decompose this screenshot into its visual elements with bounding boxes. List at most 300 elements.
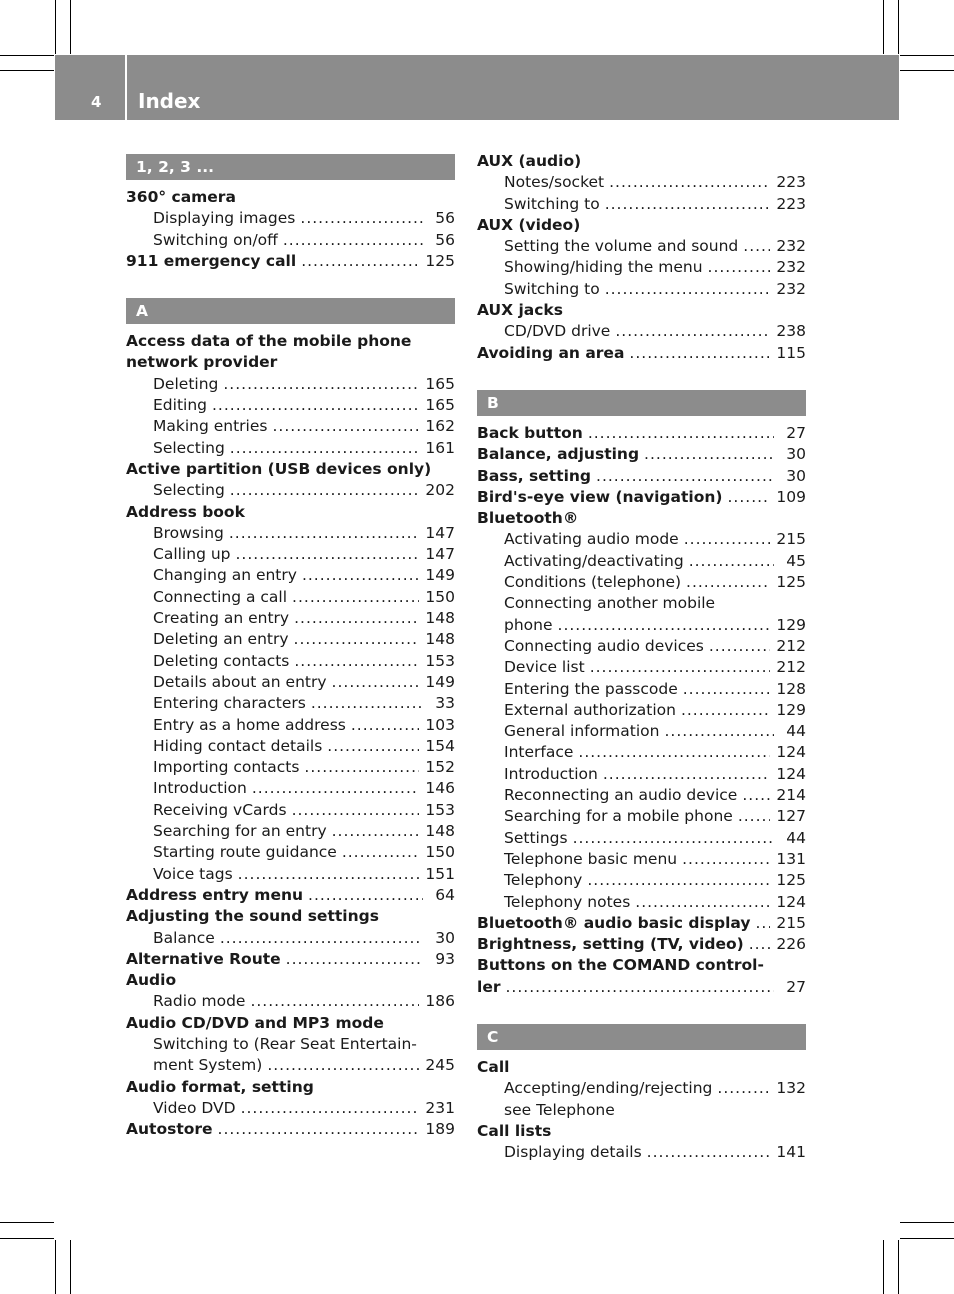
page-reference: 146 (425, 779, 455, 798)
leader-dots (294, 608, 419, 629)
page-reference: 215 (776, 913, 806, 932)
leader-dots (644, 444, 774, 465)
index-subentry (477, 194, 806, 215)
page-reference: 189 (425, 1120, 455, 1139)
entry-text: Connecting a call (153, 587, 288, 606)
index-subentry (477, 529, 806, 550)
leader-dots (300, 208, 423, 229)
crop-mark (898, 0, 899, 54)
entry-text: Deleting (153, 374, 219, 393)
entry-text: Alternative Route (126, 949, 281, 968)
entry-text: Call (477, 1057, 510, 1076)
entry-text: ment System) (153, 1056, 263, 1075)
index-entry (477, 913, 806, 934)
leader-dots (727, 487, 770, 508)
entry-text: Telephone basic menu (504, 849, 678, 868)
entry-text: Brightness, setting (TV, video) (477, 935, 744, 954)
index-entry (477, 977, 806, 998)
index-subentry (477, 321, 806, 342)
entry-text: Connecting another mobile (504, 594, 716, 613)
leader-dots (223, 374, 419, 395)
crop-mark (0, 70, 54, 71)
leader-dots (573, 828, 774, 849)
index-entry (126, 1013, 455, 1034)
entry-text: Audio format, setting (126, 1077, 314, 1096)
page-reference: 165 (425, 374, 455, 393)
crop-mark (900, 70, 954, 71)
entry-text: Calling up (153, 545, 231, 564)
section-header: A (126, 298, 455, 324)
index-entry (477, 934, 806, 955)
leader-dots (596, 466, 774, 487)
page-reference: 93 (435, 949, 455, 968)
index-subentry (477, 593, 806, 614)
index-subentry (477, 806, 806, 827)
index-subentry (126, 395, 455, 416)
leader-dots (708, 257, 771, 278)
entry-text: Displaying details (504, 1143, 642, 1162)
leader-dots (292, 800, 420, 821)
page-reference: 125 (776, 573, 806, 592)
entry-text: Switching on/off (153, 230, 278, 249)
leader-dots (742, 785, 770, 806)
index-subentry (477, 657, 806, 678)
leader-dots (755, 913, 770, 934)
index-subentry (477, 551, 806, 572)
entry-text: Importing contacts (153, 758, 300, 777)
entry-text: Call lists (477, 1121, 552, 1140)
index-entry (477, 508, 806, 529)
entry-text: Active partition (USB devices only) (126, 459, 432, 478)
entry-text: AUX (video) (477, 215, 581, 234)
page-reference: 223 (776, 194, 806, 213)
entry-text: Selecting (153, 438, 225, 457)
index-subentry (477, 700, 806, 721)
entry-text: Bluetooth® audio basic display (477, 913, 751, 932)
index-entry (126, 1119, 455, 1140)
index-entry (477, 955, 806, 976)
page-reference: 132 (776, 1079, 806, 1098)
entry-text: Adjusting the sound settings (126, 907, 379, 926)
index-subentry (126, 374, 455, 395)
index-entry (126, 352, 455, 373)
entry-text: Telephony (504, 871, 583, 890)
leader-dots (635, 892, 770, 913)
entry-text: Switching to (504, 194, 600, 213)
crop-mark (0, 1222, 54, 1223)
leader-dots (609, 172, 770, 193)
entry-text: Showing/hiding the menu (504, 258, 703, 277)
index-subentry (126, 230, 455, 251)
leader-dots (578, 742, 770, 763)
index-subentry (126, 208, 455, 229)
section-header: B (477, 390, 806, 416)
leader-dots (605, 194, 771, 215)
index-subentry (477, 172, 806, 193)
crop-mark (0, 55, 54, 56)
leader-dots (304, 757, 419, 778)
index-subentry (477, 742, 806, 763)
page-reference: 226 (776, 935, 806, 954)
index-subentry (477, 892, 806, 913)
page-reference: 150 (425, 843, 455, 862)
index-subentry (126, 1034, 455, 1055)
index-subentry (126, 544, 455, 565)
page-reference: 27 (786, 423, 806, 442)
entry-text: Receiving vCards (153, 800, 287, 819)
entry-text: 911 emergency call (126, 251, 297, 270)
section-spacer (477, 998, 806, 1024)
entry-text: Address entry menu (126, 885, 304, 904)
page-reference: 153 (425, 800, 455, 819)
page-reference: 149 (425, 566, 455, 585)
page-reference: 33 (435, 694, 455, 713)
page-reference: 231 (425, 1098, 455, 1117)
leader-dots (332, 672, 420, 693)
page-reference: 214 (776, 786, 806, 805)
index-entry (477, 1121, 806, 1142)
index-subentry (126, 651, 455, 672)
entry-text: Displaying images (153, 209, 296, 228)
index-subentry (477, 236, 806, 257)
entry-text: Introduction (153, 779, 247, 798)
entry-text: Details about an entry (153, 672, 327, 691)
entry-text: AUX jacks (477, 301, 563, 320)
entry-text: Entering characters (153, 694, 306, 713)
entry-text: Entry as a home address (153, 715, 346, 734)
leader-dots (615, 321, 770, 342)
page-reference: 56 (435, 230, 455, 249)
entry-text: Entering the passcode (504, 679, 678, 698)
page-reference: 129 (776, 615, 806, 634)
page-reference: 30 (786, 466, 806, 485)
index-entry (477, 151, 806, 172)
leader-dots (684, 529, 771, 550)
entry-text: Activating audio mode (504, 530, 679, 549)
index-subentry (477, 615, 806, 636)
page-reference: 149 (425, 672, 455, 691)
entry-text: Back button (477, 423, 583, 442)
index-subentry (477, 679, 806, 700)
index-subentry (477, 785, 806, 806)
page-reference: 215 (776, 530, 806, 549)
leader-dots (743, 236, 770, 257)
entry-text: Telephony notes (504, 892, 631, 911)
leader-dots (332, 821, 420, 842)
entry-text: Creating an entry (153, 609, 290, 628)
leader-dots (236, 544, 420, 565)
entry-text: ler (477, 977, 501, 996)
entry-text: Video DVD (153, 1098, 236, 1117)
index-subentry (126, 778, 455, 799)
leader-dots (252, 778, 420, 799)
entry-text: Access data of the mobile phone (126, 332, 412, 351)
page-reference: 202 (425, 481, 455, 500)
entry-text: Switching to (504, 279, 600, 298)
entry-text: Browsing (153, 523, 224, 542)
page-reference: 148 (425, 609, 455, 628)
index-column-right (477, 151, 806, 1163)
leader-dots (749, 934, 771, 955)
entry-text: Autostore (126, 1120, 213, 1139)
index-subentry (126, 736, 455, 757)
leader-dots (238, 864, 420, 885)
index-subentry (126, 821, 455, 842)
crop-mark (900, 1238, 954, 1239)
page-title: Index (138, 89, 201, 113)
page-reference: 153 (425, 651, 455, 670)
index-subentry (477, 1100, 806, 1121)
entry-text: Introduction (504, 764, 598, 783)
leader-dots (558, 615, 771, 636)
index-subentry (126, 480, 455, 501)
index-subentry (126, 438, 455, 459)
leader-dots (605, 279, 771, 300)
entry-text: 360° camera (126, 188, 236, 206)
page-reference: 30 (435, 928, 455, 947)
page-reference: 103 (425, 715, 455, 734)
index-entry (126, 502, 455, 523)
entry-text: Device list (504, 658, 585, 677)
entry-text: Reconnecting an audio device (504, 786, 738, 805)
entry-text: Connecting audio devices (504, 636, 704, 655)
entry-text: Interface (504, 743, 574, 762)
page-reference: 186 (425, 992, 455, 1011)
index-entry (126, 459, 455, 480)
entry-text: Audio CD/DVD and MP3 mode (126, 1013, 384, 1032)
entry-text: Deleting contacts (153, 651, 290, 670)
leader-dots (311, 693, 423, 714)
page-reference: 151 (425, 864, 455, 883)
page-reference: 161 (425, 438, 455, 457)
page-reference: 44 (786, 722, 806, 741)
leader-dots (327, 736, 419, 757)
entry-text: Settings (504, 828, 568, 847)
page-reference: 124 (776, 892, 806, 911)
page-reference: 232 (776, 258, 806, 277)
section-spacer (477, 364, 806, 390)
leader-dots (689, 551, 774, 572)
page-reference: 223 (776, 173, 806, 192)
index-entry (126, 251, 455, 272)
leader-dots (664, 721, 774, 742)
leader-dots (267, 1055, 419, 1076)
leader-dots (212, 395, 419, 416)
page-reference: 127 (776, 807, 806, 826)
page-reference: 154 (425, 736, 455, 755)
page-reference: 125 (425, 251, 455, 270)
index-subentry (126, 523, 455, 544)
leader-dots (629, 343, 770, 364)
index-entry (477, 444, 806, 465)
page-reference: 27 (786, 977, 806, 996)
crop-mark (55, 1240, 56, 1294)
entry-text: Address book (126, 502, 245, 521)
crop-mark (70, 0, 71, 54)
page-reference: 150 (425, 587, 455, 606)
header-separator (125, 55, 127, 120)
leader-dots (603, 764, 771, 785)
entry-text: see Telephone (504, 1100, 615, 1119)
entry-text: Starting route guidance (153, 843, 337, 862)
index-entry (477, 1057, 806, 1078)
leader-dots (717, 1078, 770, 1099)
page-reference: 162 (425, 417, 455, 436)
index-subentry (126, 757, 455, 778)
entry-text: phone (504, 615, 553, 634)
section-header: C (477, 1024, 806, 1050)
page-reference: 148 (425, 630, 455, 649)
leader-dots (588, 423, 774, 444)
index-entry (477, 487, 806, 508)
entry-text: Radio mode (153, 992, 246, 1011)
crop-mark (70, 1240, 71, 1294)
page-reference: 165 (425, 396, 455, 415)
index-entry (126, 885, 455, 906)
index-subentry (126, 693, 455, 714)
index-subentry (477, 828, 806, 849)
index-subentry (126, 842, 455, 863)
index-column-left (126, 154, 455, 1140)
leader-dots (250, 991, 419, 1012)
entry-text: Setting the volume and sound (504, 237, 739, 256)
page-reference: 147 (425, 545, 455, 564)
entry-text: Balance, adjusting (477, 445, 640, 464)
page-reference: 45 (786, 551, 806, 570)
index-entry (126, 331, 455, 352)
leader-dots (681, 700, 770, 721)
index-entry (477, 300, 806, 321)
page-reference: 109 (776, 487, 806, 506)
index-entry (126, 187, 455, 208)
index-entry (477, 343, 806, 364)
entry-text: Switching to (Rear Seat Entertain- (153, 1034, 417, 1053)
leader-dots (709, 636, 771, 657)
index-subentry (477, 279, 806, 300)
crop-mark (900, 55, 954, 56)
entry-text: Deleting an entry (153, 630, 289, 649)
index-subentry (126, 928, 455, 949)
entry-text: Changing an entry (153, 566, 297, 585)
leader-dots (738, 806, 771, 827)
crop-mark (883, 1240, 884, 1294)
crop-mark (900, 1222, 954, 1223)
index-subentry (126, 715, 455, 736)
leader-dots (505, 977, 774, 998)
entry-text: Searching for an entry (153, 822, 327, 841)
leader-dots (342, 842, 420, 863)
index-subentry (126, 587, 455, 608)
index-subentry (126, 565, 455, 586)
entry-text: Buttons on the COMAND control- (477, 956, 764, 975)
leader-dots (682, 849, 770, 870)
leader-dots (351, 715, 420, 736)
page-header (55, 55, 899, 120)
leader-dots (230, 438, 420, 459)
index-entry (126, 1077, 455, 1098)
entry-text: Bass, setting (477, 466, 592, 485)
section-header: 1, 2, 3 ... (126, 154, 455, 180)
page-reference: 64 (435, 885, 455, 904)
index-subentry (126, 416, 455, 437)
entry-text: Conditions (telephone) (504, 573, 682, 592)
leader-dots (229, 523, 420, 544)
leader-dots (301, 251, 419, 272)
entry-text: Activating/deactivating (504, 551, 684, 570)
crop-mark (898, 1240, 899, 1294)
index-subentry (126, 672, 455, 693)
entry-text: Searching for a mobile phone (504, 807, 733, 826)
entry-text: Balance (153, 928, 215, 947)
index-entry (477, 423, 806, 444)
leader-dots (590, 657, 771, 678)
page-reference: 129 (776, 700, 806, 719)
index-subentry (477, 1078, 806, 1099)
entry-text: General information (504, 722, 660, 741)
index-entry (126, 949, 455, 970)
leader-dots (272, 416, 419, 437)
page-reference: 128 (776, 679, 806, 698)
index-subentry (126, 1098, 455, 1119)
leader-dots (308, 885, 423, 906)
leader-dots (220, 928, 423, 949)
index-entry (126, 906, 455, 927)
index-subentry (126, 608, 455, 629)
leader-dots (286, 949, 423, 970)
page-reference: 232 (776, 279, 806, 298)
section-spacer (126, 272, 455, 298)
page-reference: 245 (425, 1056, 455, 1075)
entry-text: Making entries (153, 417, 268, 436)
leader-dots (241, 1098, 420, 1119)
index-subentry (126, 864, 455, 885)
entry-text: Avoiding an area (477, 343, 625, 362)
leader-dots (292, 587, 419, 608)
index-entry (126, 970, 455, 991)
leader-dots (302, 565, 419, 586)
leader-dots (283, 230, 423, 251)
page-reference: 232 (776, 237, 806, 256)
entry-text: Hiding contact details (153, 736, 323, 755)
crop-mark (0, 1238, 54, 1239)
leader-dots (218, 1119, 420, 1140)
page-reference: 141 (776, 1143, 806, 1162)
page-reference: 131 (776, 849, 806, 868)
leader-dots (683, 679, 771, 700)
index-subentry (477, 636, 806, 657)
index-subentry (477, 257, 806, 278)
entry-text: network provider (126, 353, 278, 372)
page-reference: 147 (425, 523, 455, 542)
entry-text: Audio (126, 971, 177, 990)
leader-dots (587, 870, 770, 891)
entry-text: Accepting/ending/rejecting (504, 1079, 713, 1098)
index-subentry (477, 1142, 806, 1163)
page-reference: 115 (776, 343, 806, 362)
entry-text: CD/DVD drive (504, 322, 611, 341)
entry-text: AUX (audio) (477, 152, 582, 170)
entry-text: External authorization (504, 700, 676, 719)
page-reference: 124 (776, 743, 806, 762)
page-reference: 56 (435, 209, 455, 228)
page-reference: 238 (776, 322, 806, 341)
index-subentry (126, 1055, 455, 1076)
index-subentry (477, 572, 806, 593)
index-subentry (477, 764, 806, 785)
crop-mark (883, 0, 884, 54)
page-reference: 125 (776, 871, 806, 890)
index-subentry (477, 870, 806, 891)
